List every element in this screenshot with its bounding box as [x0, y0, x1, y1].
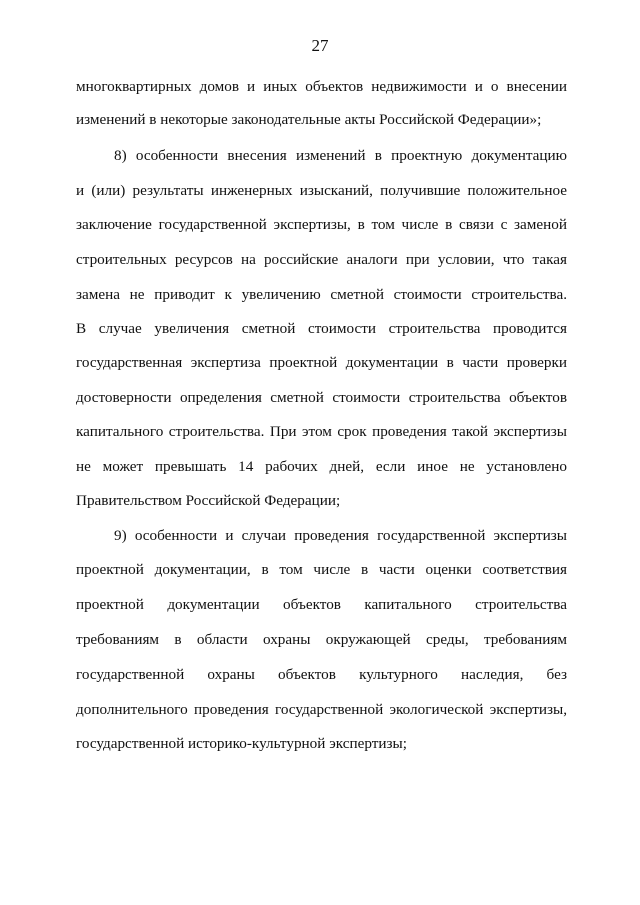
text-line: требованиям в области охраны окружающей среды, требованиям: [76, 631, 567, 648]
text-line: Правительством Российской Федерации;: [76, 492, 341, 509]
text-line: государственной историко-культурной экспертизы;: [76, 735, 407, 752]
text-line: не может превышать 14 рабочих дней, если иное не установлено: [76, 458, 567, 475]
text-line: достоверности определения сметной стоимости строительства объектов: [76, 389, 567, 406]
text-line: 9) особенности и случаи проведения государственной экспертизы: [114, 527, 567, 544]
text-line: В случае увеличения сметной стоимости строительства проводится: [76, 320, 567, 337]
text-line: государственная экспертиза проектной документации в части проверки: [76, 354, 567, 371]
text-line: заключение государственной экспертизы, в том числе в связи с заменой: [76, 216, 567, 233]
text-line: капитального строительства. При этом срок проведения такой экспертизы: [76, 423, 567, 440]
text-line: изменений в некоторые законодательные акты Российской Федерации»;: [76, 111, 542, 128]
page-number: 27: [311, 36, 329, 55]
text-line: проектной документации, в том числе в части оценки соответствия: [76, 561, 567, 578]
text-line: и (или) результаты инженерных изысканий, получившие положительное: [76, 182, 567, 199]
text-line: строительных ресурсов на российские аналоги при условии, что такая: [76, 251, 567, 268]
text-line: многоквартирных домов и иных объектов недвижимости и о внесении: [76, 78, 567, 95]
text-line: замена не приводит к увеличению сметной стоимости строительства.: [76, 286, 567, 303]
text-line: дополнительного проведения государственной экологической экспертизы,: [76, 701, 567, 718]
text-line: государственной охраны объектов культурного наследия, без: [76, 666, 567, 683]
text-line: 8) особенности внесения изменений в проектную документацию: [114, 147, 567, 164]
text-line: проектной документации объектов капитального строительства: [76, 596, 567, 613]
